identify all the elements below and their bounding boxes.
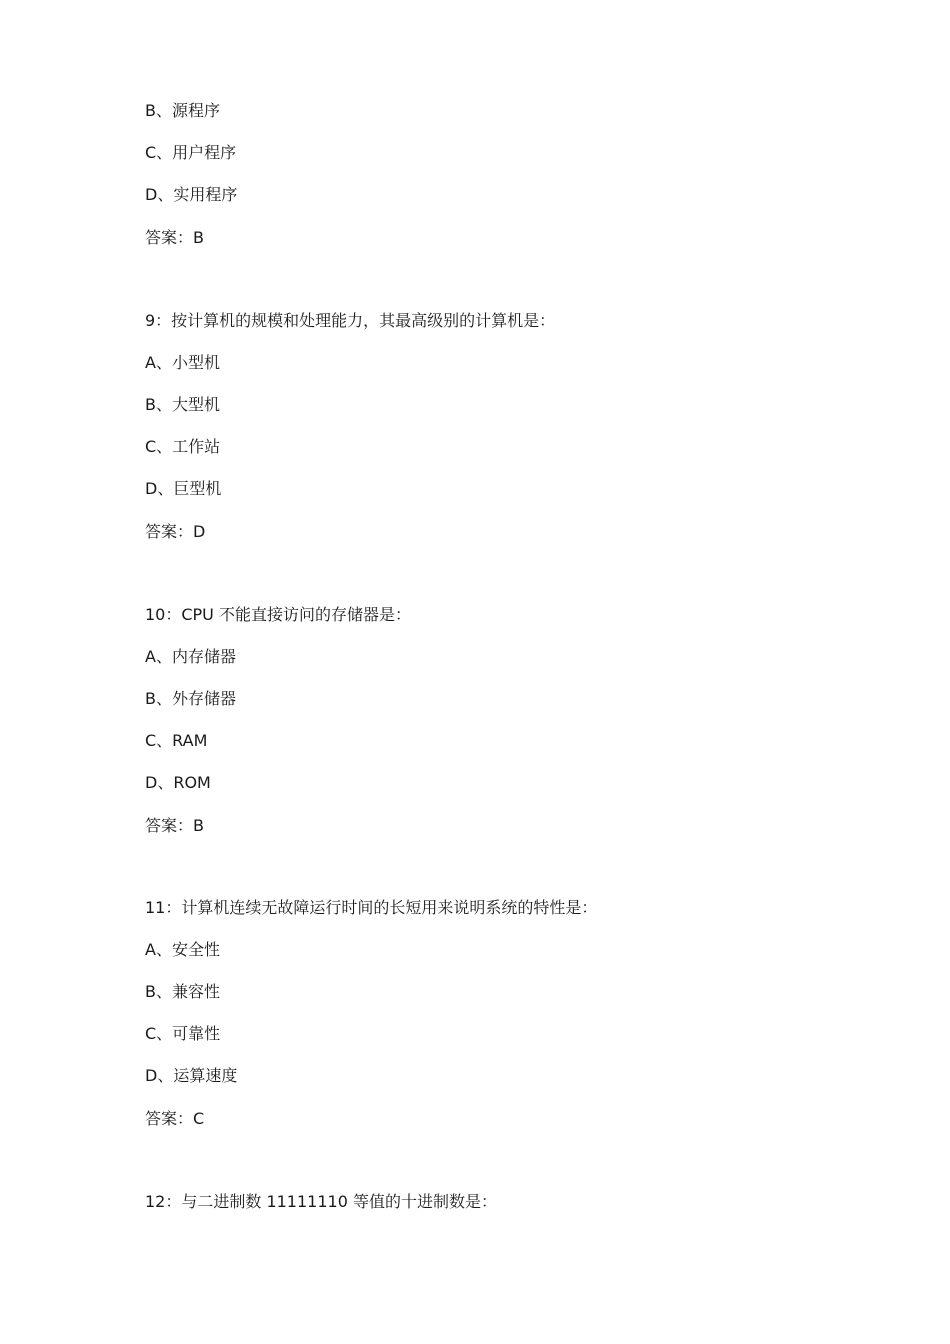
q9-option-c: C、工作站 [145, 437, 221, 456]
q11-option-a: A、安全性 [145, 940, 220, 959]
answer: 答案：B [145, 228, 204, 247]
q10-option-d: D、ROM [145, 773, 211, 792]
q9-answer: 答案：D [145, 522, 206, 541]
q9-option-d: D、巨型机 [145, 479, 222, 498]
q11-option-d: D、运算速度 [145, 1066, 238, 1085]
q11-answer: 答案：C [145, 1109, 205, 1128]
q9-option-a: A、小型机 [145, 353, 220, 372]
option-b: B、源程序 [145, 101, 220, 120]
q9-option-b: B、大型机 [145, 395, 220, 414]
option-d: D、实用程序 [145, 185, 238, 204]
option-c: C、用户程序 [145, 143, 237, 162]
q11-option-b: B、兼容性 [145, 982, 220, 1001]
question-12: 12：与二进制数 11111110 等值的十进制数是： [145, 1192, 497, 1211]
question-10: 10：CPU 不能直接访问的存储器是： [145, 605, 411, 624]
q10-option-a: A、内存储器 [145, 647, 236, 666]
question-9: 9：按计算机的规模和处理能力，其最高级别的计算机是： [145, 311, 556, 330]
question-11: 11：计算机连续无故障运行时间的长短用来说明系统的特性是： [145, 898, 598, 917]
q10-option-b: B、外存储器 [145, 689, 236, 708]
q10-answer: 答案：B [145, 816, 204, 835]
q11-option-c: C、可靠性 [145, 1024, 221, 1043]
q10-option-c: C、RAM [145, 731, 208, 750]
